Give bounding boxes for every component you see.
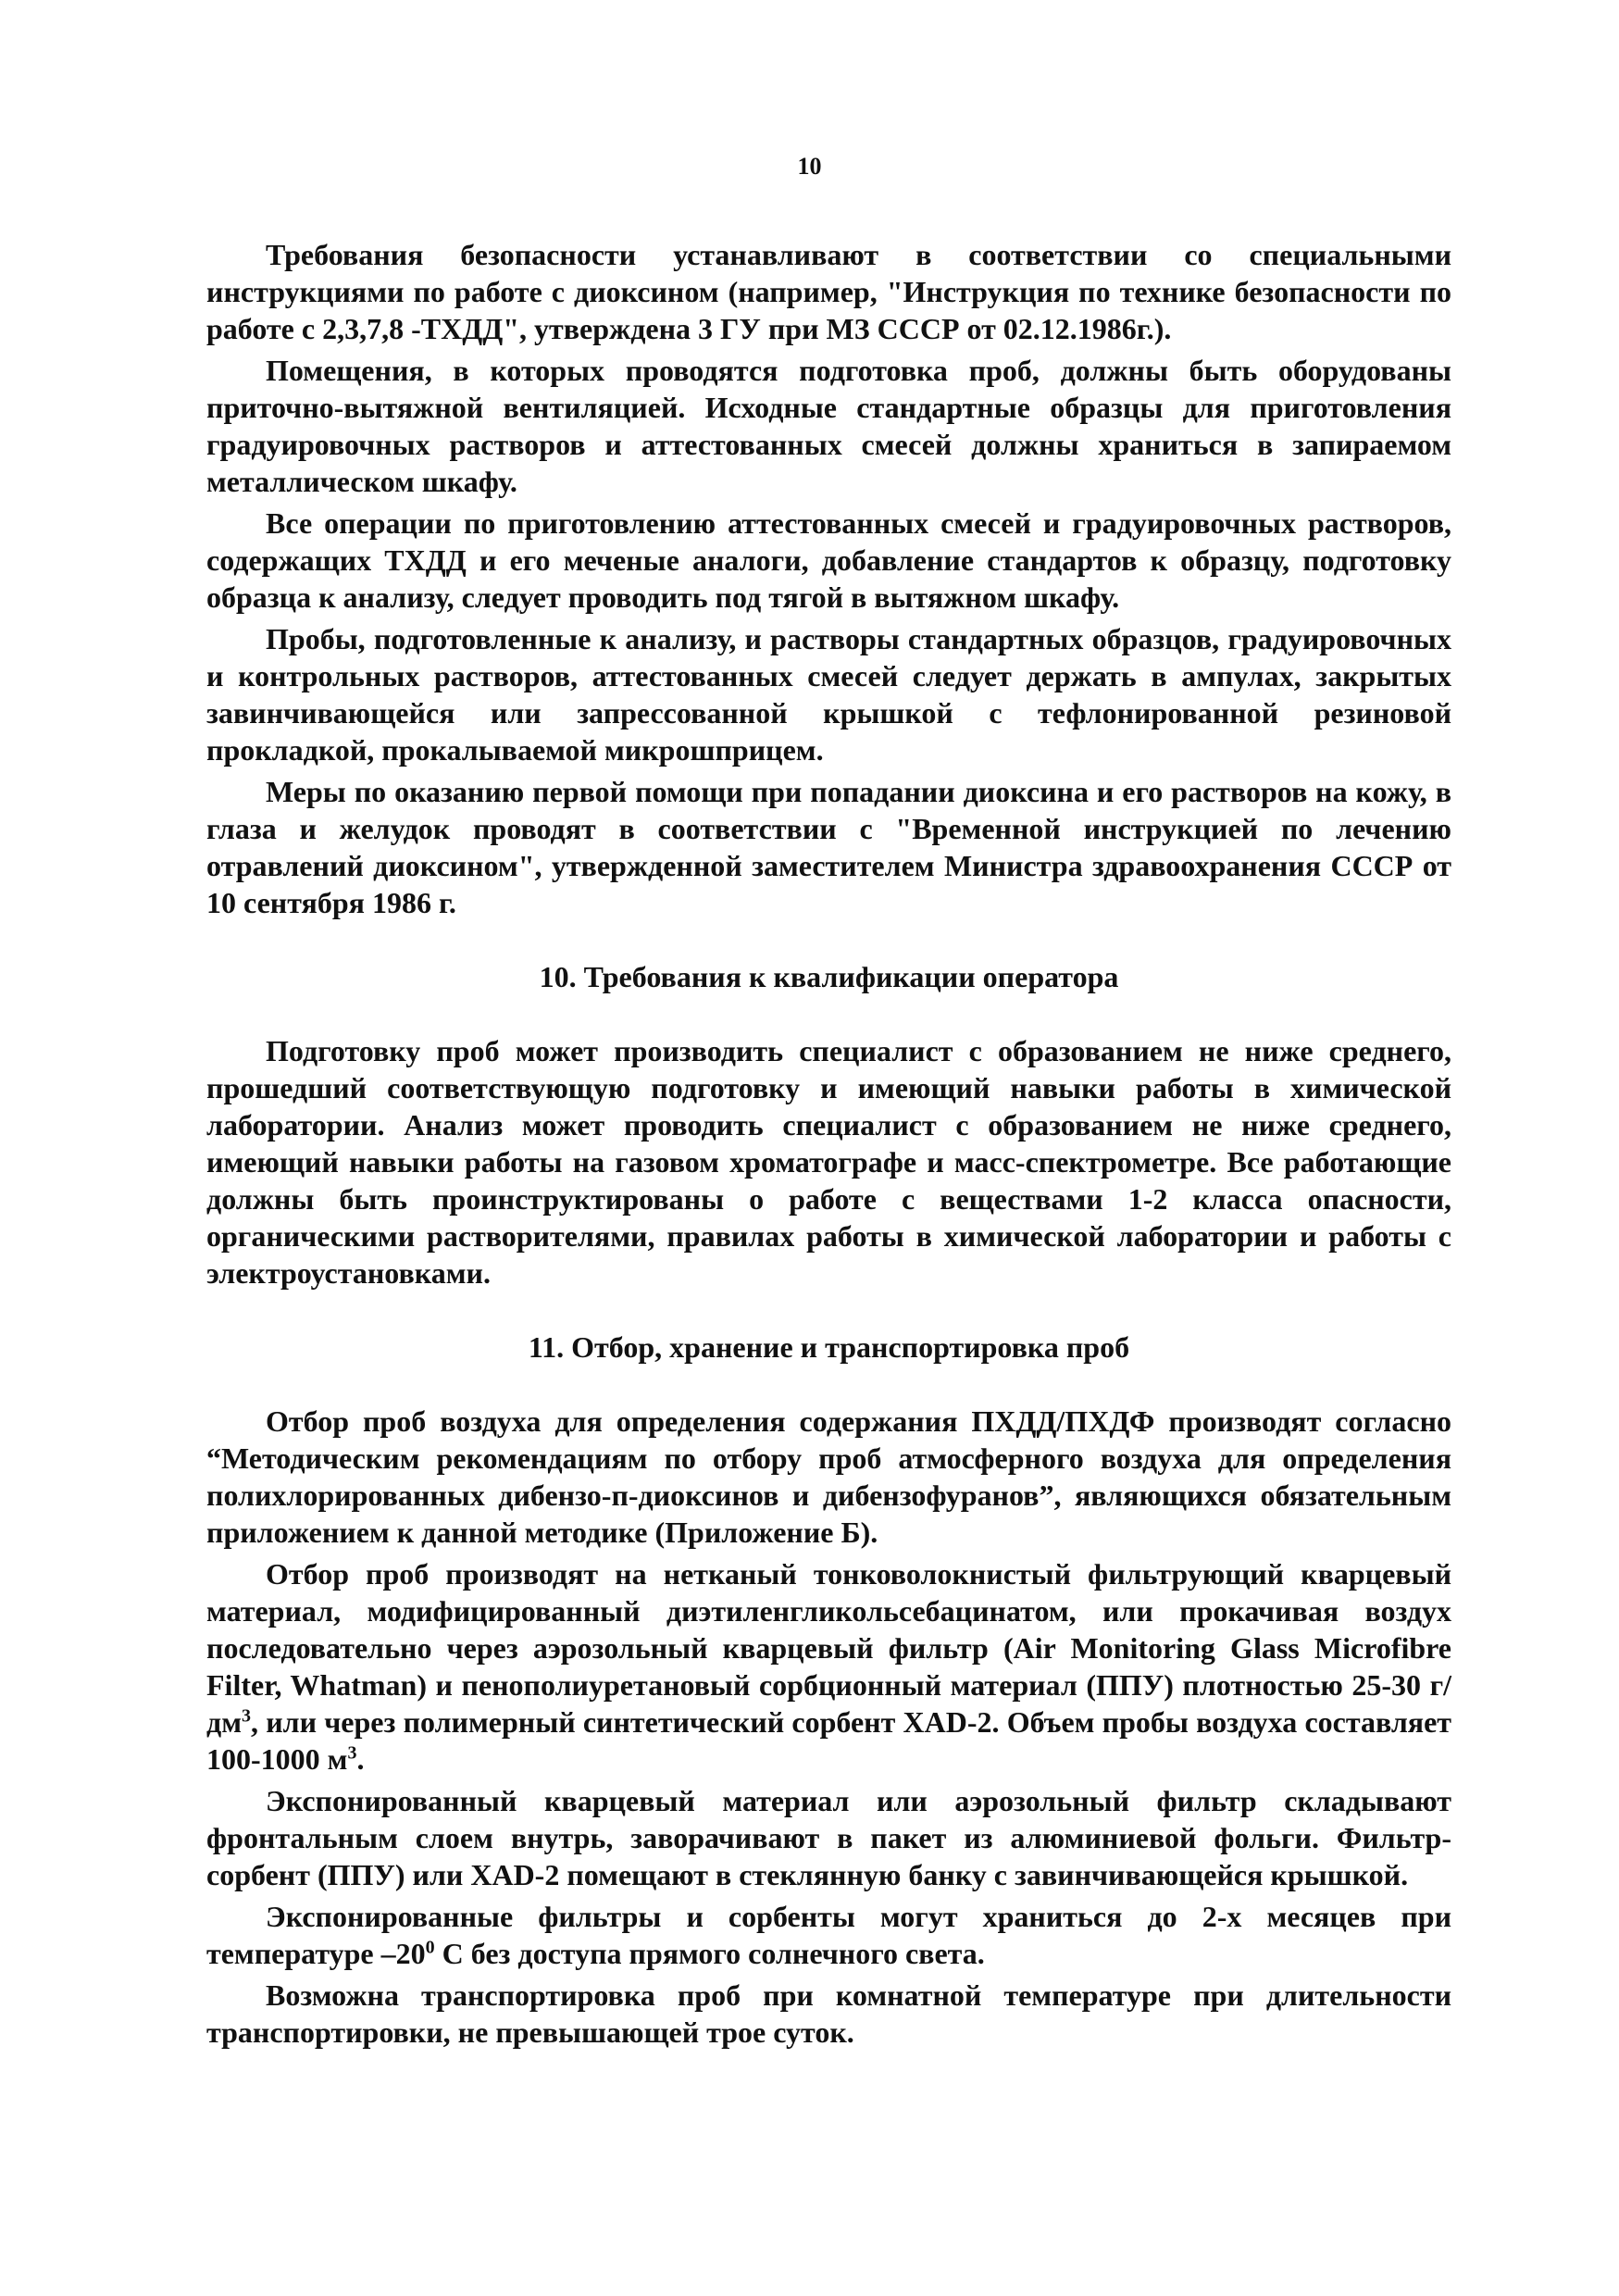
superscript-cube-1: 3 <box>241 1705 251 1727</box>
section-11-heading: 11. Отбор, хранение и транспортировка проб <box>528 1330 1130 1364</box>
sampling-paragraph-4 <box>206 1898 1451 1972</box>
safety-paragraph-4: Пробы, подготовленные к анализу, и растворы стандартных образцов, градуировочных и контрольных растворов, аттестованных смесей следует держать в ампулах, закрытых завинчивающейся или запрессованной крышкой с тефлонированной резиновой прокладкой, прокалываемой микрошприцем. <box>206 622 1451 767</box>
safety-paragraph-2: Помещения, в которых проводятся подготовка проб, должны быть оборудованы приточно-вытяжной вентиляцией. Исходные стандартные образцы для приготовления градуировочных растворов и аттестованных смесей должны храниться в запираемом металлическом шкафу. <box>206 354 1451 498</box>
sampling-paragraph-5: Возможна транспортировка проб при комнатной температуре при длительности транспортировки, не превышающей трое суток. <box>206 1978 1451 2049</box>
page-number: 10 <box>797 153 822 180</box>
sampling-paragraph-3: Экспонированный кварцевый материал или аэрозольный фильтр складывают фронтальным слоем внутрь, заворачивают в пакет из алюминиевой фольги. Фильтр-сорбент (ППУ) или XAD-2 помещают в стеклянную банку с завинчивающейся крышкой. <box>206 1784 1451 1891</box>
superscript-cube-2: 3 <box>347 1742 357 1764</box>
safety-paragraph-1: Требования безопасности устанавливают в соответствии со специальными инструкциями по работе с диоксином (например, "Инструкция по технике безопасности по работе с 2,3,7,8 -ТХДД", утверждена 3 ГУ при МЗ СССР от 02.12.1986г.). <box>206 238 1451 345</box>
sampling-p2-text-c: . <box>356 1742 365 1776</box>
sampling-p4-text-b: С без доступа прямого солнечного света. <box>434 1937 985 1970</box>
section-10-heading: 10. Требования к квалификации оператора <box>539 960 1119 993</box>
sampling-paragraph-2 <box>206 1555 1451 1778</box>
safety-paragraph-5: Меры по оказанию первой помощи при попадании диоксина и его растворов на кожу, в глаза и желудок проводят в соответствии с "Временной инструкцией по лечению отравлений диоксином", утвержденной заместителем Министра здравоохранения СССР от 10 сентября 1986 г. <box>206 775 1451 919</box>
page-content <box>206 236 1451 2055</box>
sampling-p2-text-b: , или через полимерный синтетический сорбент XAD-2. Объем пробы воздуха составляет 100-1000 м <box>206 1705 1451 1776</box>
sampling-p2-text-a: Отбор проб производят на нетканый тонковолокнистый фильтрующий кварцевый материал, модифицированный диэтиленгликольсебацинатом, или прокачивая воздух последовательно через аэрозольный кварцевый фильтр (Air Monitoring Glass Microfibre Filter, Whatman) и пенополиуретановый сорбционный материал (ППУ) плотностью 25-30 г/дм <box>206 1557 1451 1739</box>
sampling-paragraph-1: Отбор проб воздуха для определения содержания ПХДД/ПХДФ производят согласно “Методическим рекомендациям по отбору проб атмосферного воздуха для определения полихлорированных дибензо-п-диоксинов и дибензофуранов”, являющихся обязательным приложением к данной методике (Приложение Б). <box>206 1404 1451 1549</box>
safety-paragraph-3: Все операции по приготовлению аттестованных смесей и градуировочных растворов, содержащих ТХДД и его меченые аналоги, добавление стандартов к образцу, подготовку образца к анализу, следует проводить под тягой в вытяжном шкафу. <box>206 506 1451 614</box>
superscript-degree: 0 <box>425 1937 435 1958</box>
qualification-paragraph: Подготовку проб может производить специалист с образованием не ниже среднего, прошедший соответствующую подготовку и имеющий навыки работы в химической лаборатории. Анализ может проводить специалист с образованием не ниже среднего, имеющий навыки работы на газовом хроматографе и масс-спектрометре. Все работающие должны быть проинструктированы о работе с веществами 1-2 класса опасности, органическими растворителями, правилах работы в химической лаборатории и работы с электроустановками. <box>206 1034 1451 1290</box>
sampling-p4-text-a: Экспонированные фильтры и сорбенты могут храниться до 2-х месяцев при температуре –20 <box>206 1900 1451 1970</box>
